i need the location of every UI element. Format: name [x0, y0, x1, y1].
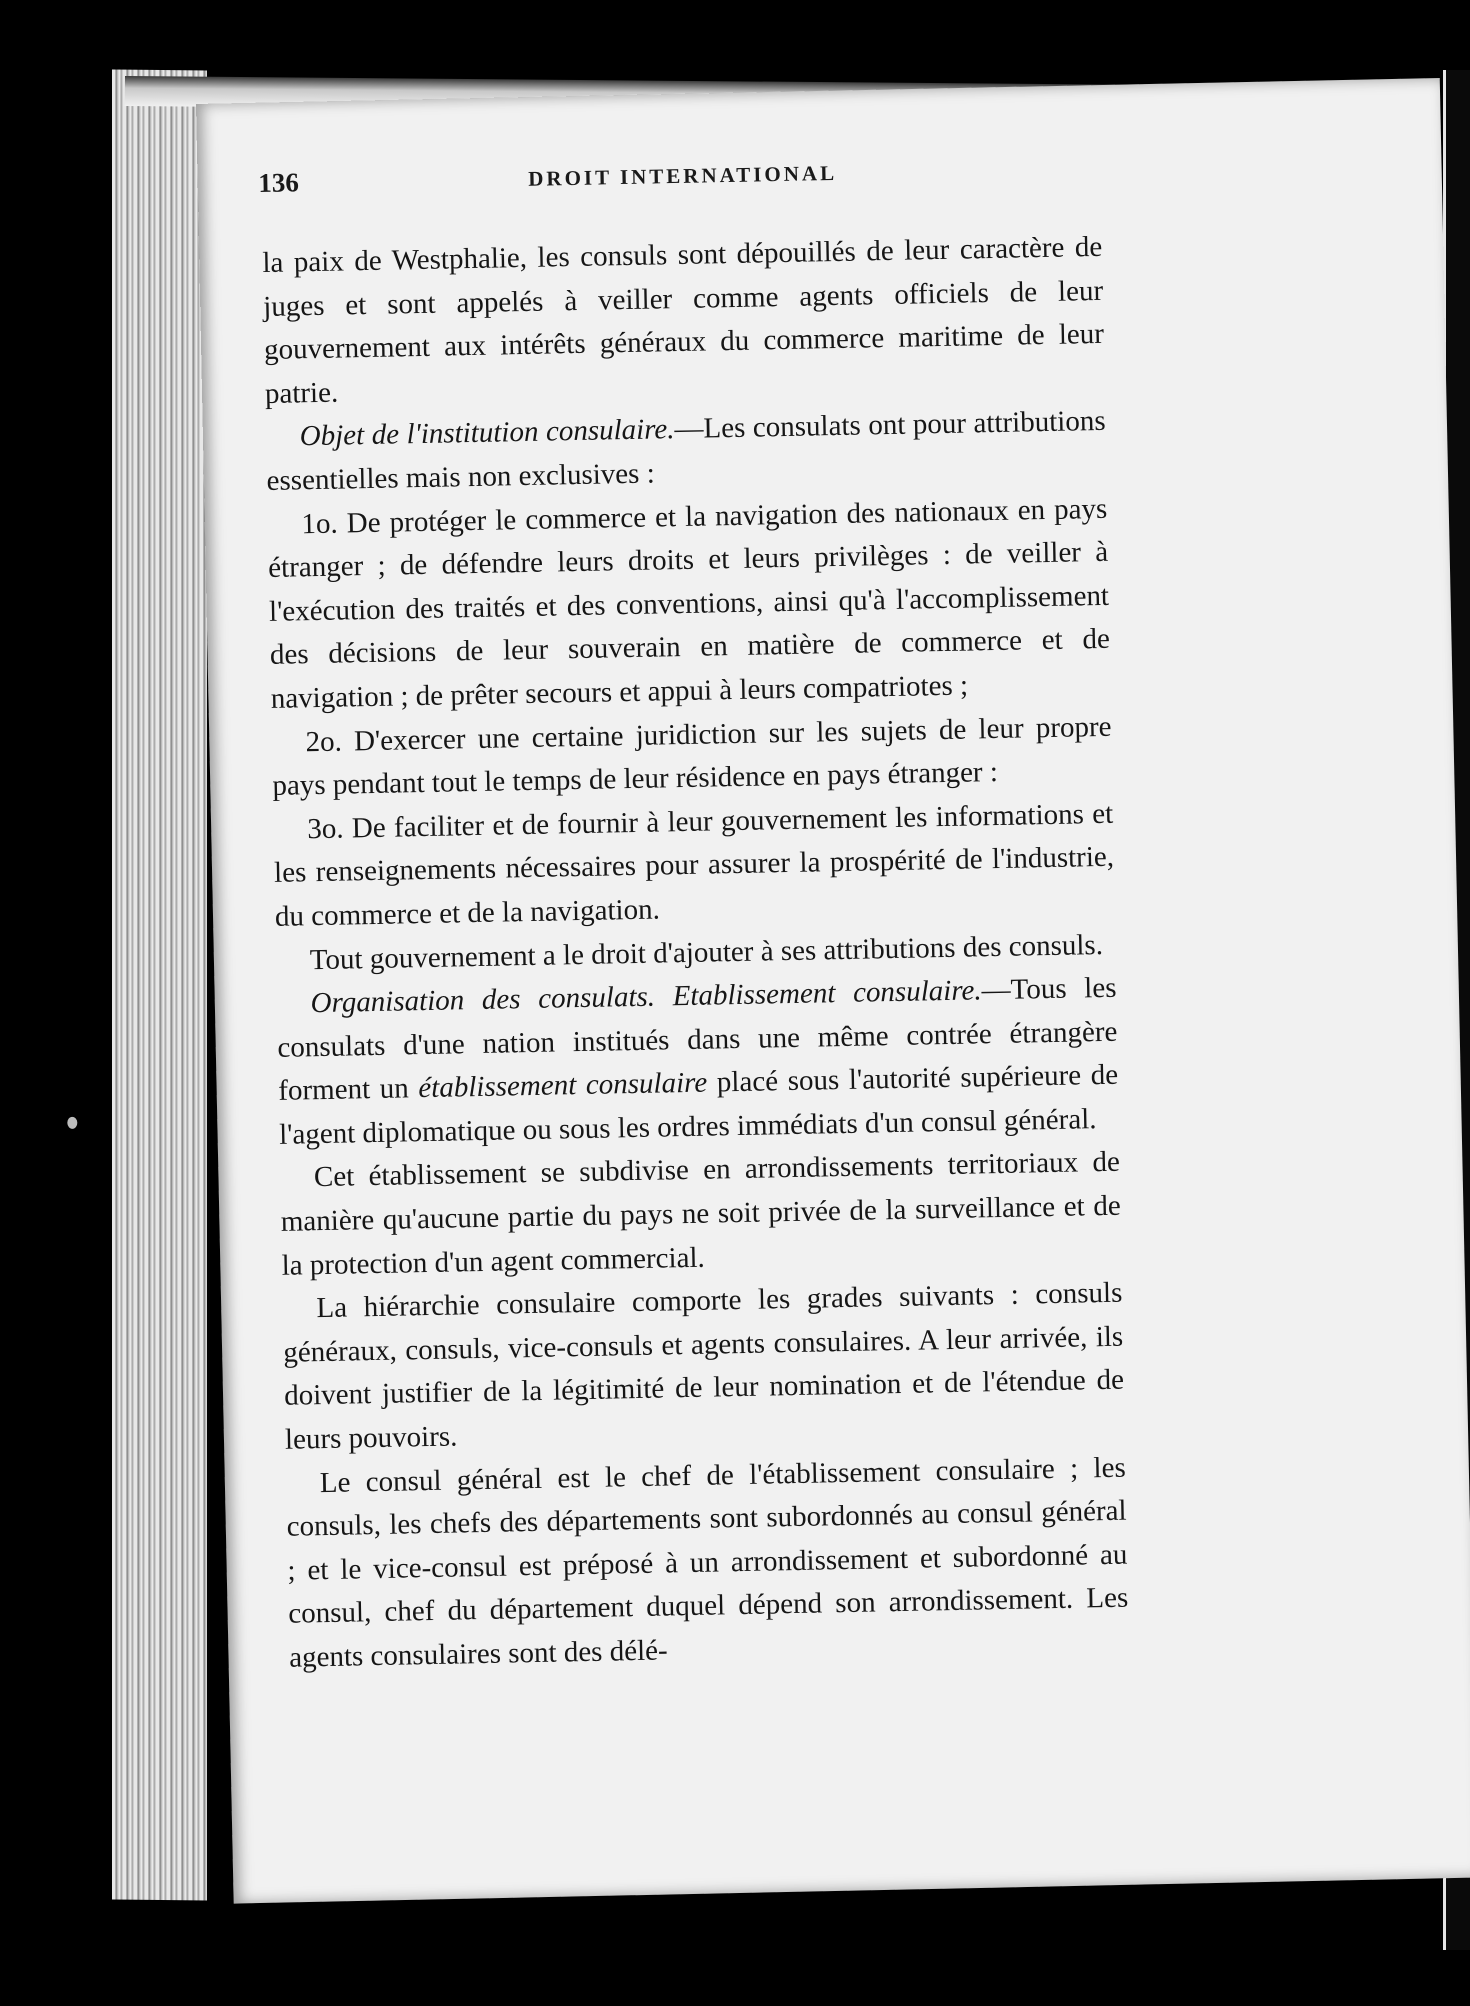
paragraph-5: 3o. De faciliter et de fournir à leur gouvernement les informations et les renseignements nécessaires pour assurer la prospérité de l'industrie, du commerce et de la navigation. — [273, 797, 1115, 933]
section-label-organisation: Organisation des consulats. Etablissement consulaire. — [310, 974, 982, 1020]
paragraph-7-italic: établissement consulaire — [418, 1066, 708, 1105]
paragraph-8: Cet établissement se subdivise en arrondissements territoriaux de manière qu'aucune partie du pays ne soit privée de la surveillance et de la protection d'un agent commercial. — [280, 1146, 1121, 1282]
paragraph-7-text-b: placé sous l'autorité supérieure de l'agent diplomatique ou sous les ordres immédiats d'un consul général. — [278, 1059, 1119, 1151]
paragraph-2 — [265, 400, 1107, 503]
header-title: DROIT INTERNATIONAL — [528, 160, 838, 191]
page-number: 136 — [258, 167, 300, 198]
book-page-edges — [112, 70, 207, 1901]
paragraph-7 — [276, 967, 1119, 1157]
paragraph-9: La hiérarchie consulaire comporte les grades suivants : consuls généraux, consuls, vice-consuls et agents consulaires. A leur arrivée, ils doivent justifier de la légitimité de leur nomination et de l'étendue de leurs pouvoirs. — [283, 1276, 1125, 1456]
dust-speck — [67, 1117, 77, 1129]
paragraph-3: 1o. De protéger le commerce et la navigation des nationaux en pays étranger ; de défendre leurs droits et leurs privilèges : de veiller à l'exécution des traités et des conventions, ainsi qu'à l'accomplissement des décisions de leur souverain en matière de commerce et de navigation ; de prêter secours et appui à leurs compatriotes ; — [267, 492, 1111, 715]
paragraph-6: Tout gouvernement a le droit d'ajouter à ses attributions des consuls. — [309, 928, 1104, 976]
paragraph-4: 2o. D'exercer une certaine juridiction sur les sujets de leur propre pays pendant tout le temps de leur résidence en pays étranger : — [272, 710, 1112, 803]
section-label-objet: Objet de l'institution consulaire. — [299, 413, 675, 453]
page-text — [262, 226, 1129, 1680]
paragraph-1: la paix de Westphalie, les consuls sont dépouillés de leur caractère de juges et sont appelés à veiller comme agents officiels de leur gouvernement aux intérêts généraux du commerce maritime de leur patrie. — [262, 230, 1105, 410]
paragraph-2-text: —Les consulats ont pour attributions essentielles mais non exclusives : — [266, 405, 1106, 497]
paragraph-10: Le consul général est le chef de l'établissement consulaire ; les consuls, les chefs des départements sont subordonnés au consul général ; et le vice-consul est préposé à un arrondissement et subordonné au consul, chef du département duquel dépend son arrondissement. Les agents consulaires sont des délé- — [286, 1451, 1129, 1674]
paragraph-7-text-a: —Tous les consulats d'une nation institués dans une même contrée étrangère forment un — [277, 971, 1118, 1108]
